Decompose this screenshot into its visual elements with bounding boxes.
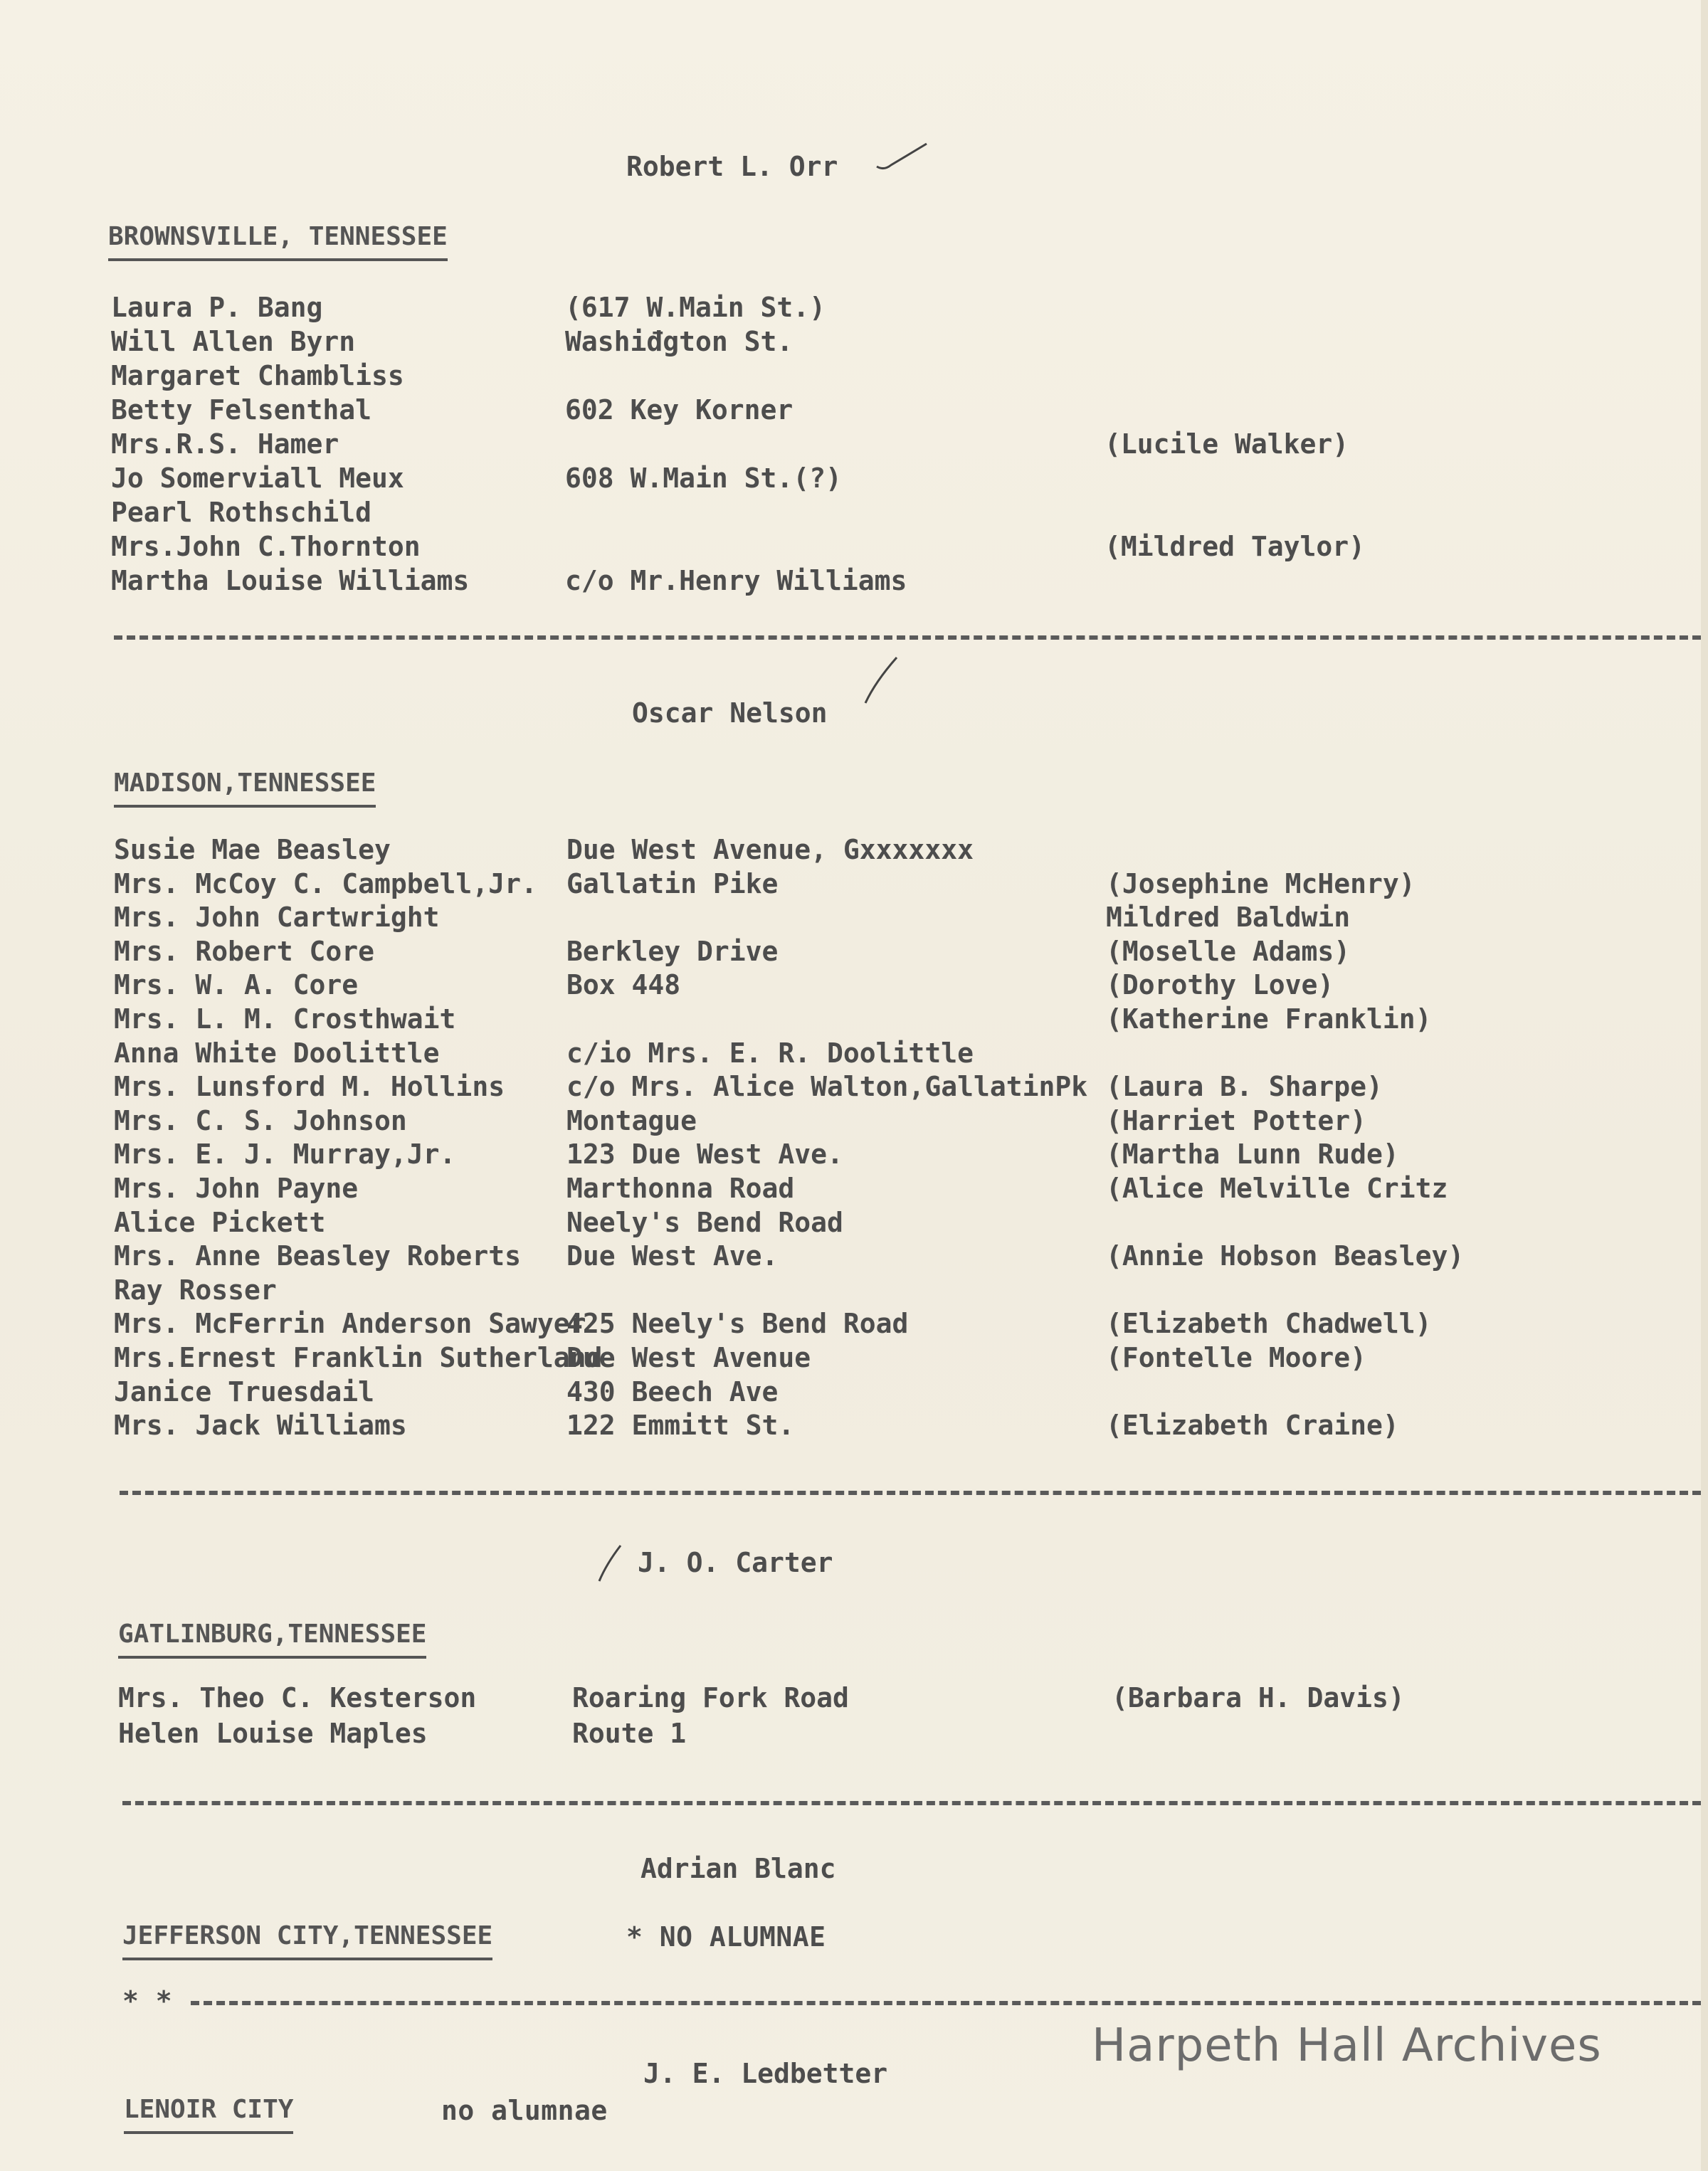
entry-name: Pearl Rothschild [111, 497, 372, 528]
entry-address: Montague [566, 1105, 697, 1136]
list-item [0, 497, 1708, 531]
entry-name: Mrs. John Payne [114, 1173, 359, 1204]
entry-name: Mrs. E. J. Murray,Jr. [114, 1139, 456, 1170]
entry-address: Marthonna Road [566, 1173, 795, 1204]
entry-name: Helen Louise Maples [118, 1718, 428, 1749]
entry-name: Mrs. McCoy C. Campbell,Jr. [114, 868, 537, 899]
entry-maiden: (Moselle Adams) [1106, 936, 1351, 967]
entry-name: Betty Felsenthal [111, 394, 372, 426]
section-leader: J. E. Ledbetter [643, 2058, 888, 2089]
entry-address: 430 Beech Ave [566, 1376, 779, 1407]
entry-maiden: (Barbara H. Davis) [1112, 1682, 1405, 1713]
entry-name: Mrs. Lunsford M. Hollins [114, 1071, 505, 1102]
entry-name: Mrs. Anne Beasley Roberts [114, 1240, 521, 1272]
check-mark-icon [861, 653, 904, 710]
city-heading: BROWNSVILLE, TENNESSEE [108, 222, 448, 261]
list-item [0, 428, 1708, 463]
entry-name: Laura P. Bang [111, 292, 323, 323]
list-item [0, 936, 1708, 970]
list-item [0, 1376, 1708, 1410]
entry-name: Mrs.John C.Thornton [111, 531, 421, 562]
entry-address: Due West Ave. [566, 1240, 779, 1272]
entry-name: Will Allen Byrn [111, 326, 356, 357]
entry-address: c/io Mrs. E. R. Doolittle [566, 1037, 974, 1069]
list-item [0, 1003, 1708, 1037]
entry-name: Martha Louise Williams [111, 565, 470, 596]
list-item [0, 565, 1708, 599]
section-divider [114, 635, 1701, 640]
list-item [0, 292, 1708, 326]
entry-maiden: (Laura B. Sharpe) [1106, 1071, 1383, 1102]
entry-name: Mrs. W. A. Core [114, 969, 359, 1000]
entry-name: Mrs. Robert Core [114, 936, 375, 967]
archive-watermark: Harpeth Hall Archives [1092, 2019, 1602, 2072]
entry-maiden: (Mildred Taylor) [1105, 531, 1366, 562]
city-heading: GATLINBURG,TENNESSEE [118, 1620, 426, 1659]
check-mark-icon [874, 139, 931, 175]
list-item [0, 1207, 1708, 1241]
entry-maiden: Mildred Baldwin [1106, 902, 1351, 933]
entry-name: Mrs. C. S. Johnson [114, 1105, 407, 1136]
entry-name: Alice Pickett [114, 1207, 326, 1238]
no-alumnae-note: no alumnae [441, 2095, 608, 2126]
entry-maiden: (Alice Melville Critz [1106, 1173, 1448, 1204]
entry-name: Margaret Chambliss [111, 360, 404, 391]
entry-address: Box 448 [566, 969, 681, 1000]
entry-address: c/o Mr.Henry Williams [565, 565, 907, 596]
entry-address: Berkley Drive [566, 936, 779, 967]
entry-maiden: (Martha Lunn Rude) [1106, 1139, 1399, 1170]
entry-address: Gallatin Pike [566, 868, 779, 899]
section-leader: Robert L. Orr [626, 151, 838, 182]
entry-address: 123 Due West Ave. [566, 1139, 843, 1170]
entry-name: Mrs. John Cartwright [114, 902, 440, 933]
list-item [0, 1139, 1708, 1173]
entry-maiden: (Dorothy Love) [1106, 969, 1334, 1000]
entry-name: Mrs. L. M. Crosthwait [114, 1003, 456, 1035]
section-divider [120, 1491, 1701, 1495]
entry-maiden: (Fontelle Moore) [1106, 1342, 1367, 1373]
entry-name: Mrs. Jack Williams [114, 1410, 407, 1441]
list-item [0, 834, 1708, 868]
entry-address: Neely's Bend Road [566, 1207, 843, 1238]
list-item [0, 902, 1708, 936]
list-item [0, 394, 1708, 428]
check-mark-icon [596, 1543, 625, 1585]
entry-name: Mrs. McFerrin Anderson Sawyer [114, 1308, 586, 1339]
entry-address: 122 Emmitt St. [566, 1410, 795, 1441]
list-item [0, 1240, 1708, 1274]
city-heading: LENOIR CITY [124, 2095, 293, 2134]
list-item [0, 969, 1708, 1003]
asterisk-marks: * * [122, 1985, 173, 2017]
entry-name: Susie Mae Beasley [114, 834, 391, 865]
entry-name: Janice Truesdail [114, 1376, 375, 1407]
entry-address: Roaring Fork Road [572, 1682, 849, 1713]
list-item [0, 1342, 1708, 1376]
list-item [0, 1037, 1708, 1072]
entry-address: 608 W.Main St.(?) [565, 463, 842, 494]
list-item [0, 1105, 1708, 1139]
entry-maiden: (Elizabeth Craine) [1106, 1410, 1399, 1441]
entry-address: Washiđgton St. [565, 326, 794, 357]
section-leader: J. O. Carter [638, 1547, 833, 1578]
list-item [0, 1071, 1708, 1105]
list-item [0, 1410, 1708, 1444]
list-item [0, 1173, 1708, 1207]
entry-address: 602 Key Korner [565, 394, 794, 426]
entry-maiden: (Josephine McHenry) [1106, 868, 1416, 899]
list-item [0, 360, 1708, 394]
list-item [0, 531, 1708, 565]
entry-name: Ray Rosser [114, 1274, 277, 1306]
list-item [0, 1682, 1708, 1716]
list-item [0, 1308, 1708, 1342]
list-item [0, 1274, 1708, 1309]
entry-maiden: (Elizabeth Chadwell) [1106, 1308, 1432, 1339]
entry-name: Anna White Doolittle [114, 1037, 440, 1069]
entry-maiden: (Lucile Walker) [1105, 428, 1349, 460]
entry-address: 425 Neely's Bend Road [566, 1308, 909, 1339]
entry-address: Due West Avenue [566, 1342, 811, 1373]
list-item [0, 463, 1708, 497]
entry-maiden: (Harriet Potter) [1106, 1105, 1367, 1136]
city-heading: MADISON,TENNESSEE [114, 768, 376, 808]
section-leader: Adrian Blanc [640, 1853, 836, 1884]
section-divider [122, 1801, 1701, 1805]
section-divider [191, 2001, 1701, 2005]
entry-name: Mrs.R.S. Hamer [111, 428, 339, 460]
entry-maiden: (Annie Hobson Beasley) [1106, 1240, 1465, 1272]
list-item [0, 326, 1708, 360]
entry-name: Jo Somerviall Meux [111, 463, 404, 494]
no-alumnae-note: * NO ALUMNAE [626, 1921, 826, 1953]
entry-maiden: (Katherine Franklin) [1106, 1003, 1432, 1035]
entry-name: Mrs. Theo C. Kesterson [118, 1682, 477, 1713]
entry-address: c/o Mrs. Alice Walton,GallatinPk [566, 1071, 1088, 1102]
section-leader: Oscar Nelson [632, 697, 828, 729]
entry-address: Route 1 [572, 1718, 687, 1749]
entry-address: Due West Avenue, Gxxxxxxx [566, 834, 974, 865]
list-item [0, 1718, 1708, 1752]
entry-address: (617 W.Main St.) [565, 292, 826, 323]
city-heading: JEFFERSON CITY,TENNESSEE [122, 1921, 492, 1960]
entry-name: Mrs.Ernest Franklin Sutherland [114, 1342, 603, 1373]
list-item [0, 868, 1708, 902]
